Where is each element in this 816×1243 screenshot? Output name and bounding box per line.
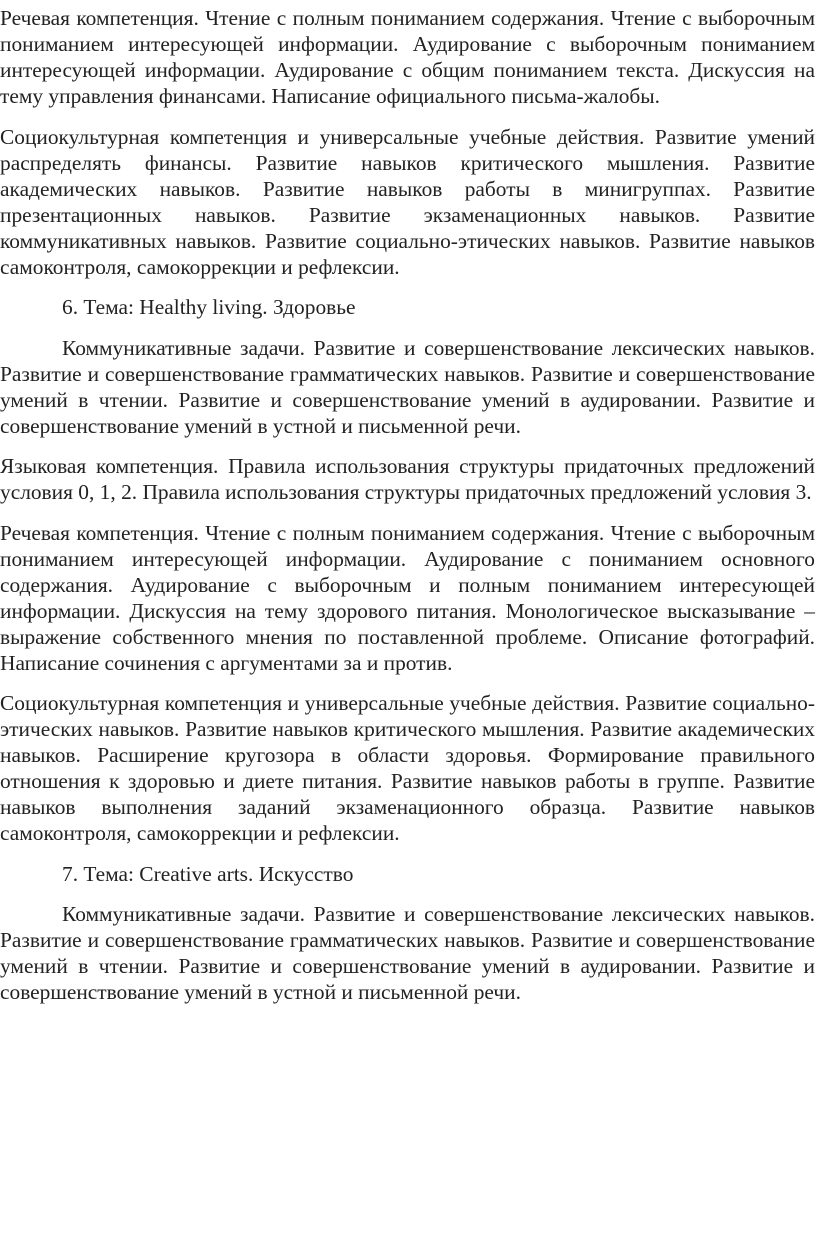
language-competence-paragraph: Языковая компетенция. Правила использования структуры придаточных предложений условия 0, 1, 2. Правила использования структуры придаточных предложений условия 3. bbox=[0, 454, 815, 504]
topic-7-heading: 7. Тема: Creative arts. Искусство bbox=[62, 861, 354, 886]
speech-competence-paragraph: Речевая компетенция. Чтение с полным пониманием содержания. Чтение с выборочным пониманием интересующей информации. Аудирование с выборочным пониманием интересующей информации. Аудирование с общим пониманием текста. Дискуссия на тему управления финансами. Написание официального письма-жалобы. bbox=[0, 6, 815, 108]
sociocultural-competence-paragraph: Социокультурная компетенция и универсальные учебные действия. Развитие умений распределять финансы. Развитие навыков критического мышления. Развитие академических навыков. Развитие навыков работы в минигруппах. Развитие презентационных навыков. Развитие экзаменационных навыков. Развитие коммуникативных навыков. Развитие социально-этических навыков. Развитие навыков самоконтроля, самокоррекции и рефлексии. bbox=[0, 124, 815, 279]
topic-6-heading: 6. Тема: Healthy living. Здоровье bbox=[62, 295, 356, 319]
speech-competence-paragraph: Речевая компетенция. Чтение с полным пониманием содержания. Чтение с выборочным пониманием интересующей информации. Аудирование с пониманием основного содержания. Аудирование с выборочным и полным пониманием интересующей информации. Дискуссия на тему здорового питания. Монологическое высказывание – выражение собственного мнения по поставленной проблеме. Описание фотографий. Написание сочинения с аргументами за и против. bbox=[0, 520, 815, 675]
communicative-tasks-paragraph: Коммуникативные задачи. Развитие и совершенствование лексических навыков. Развитие и совершенствование грамматических навыков. Развитие и совершенствование умений в чтении. Развитие и совершенствование умений в аудировании. Развитие и совершенствование умений в устной и письменной речи. bbox=[0, 902, 815, 1004]
sociocultural-competence-paragraph: Социокультурная компетенция и универсальные учебные действия. Развитие социально-этических навыков. Развитие навыков критического мышления. Развитие академических навыков. Расширение кругозора в области здоровья. Формирование правильного отношения к здоровью и диете питания. Развитие навыков работы в группе. Развитие навыков выполнения заданий экзаменационного образца. Развитие навыков самоконтроля, самокоррекции и рефлексии. bbox=[0, 691, 815, 845]
communicative-tasks-paragraph: Коммуникативные задачи. Развитие и совершенствование лексических навыков. Развитие и совершенствование грамматических навыков. Развитие и совершенствование умений в чтении. Развитие и совершенствование умений в аудировании. Развитие и совершенствование умений в устной и письменной речи. bbox=[0, 335, 815, 438]
